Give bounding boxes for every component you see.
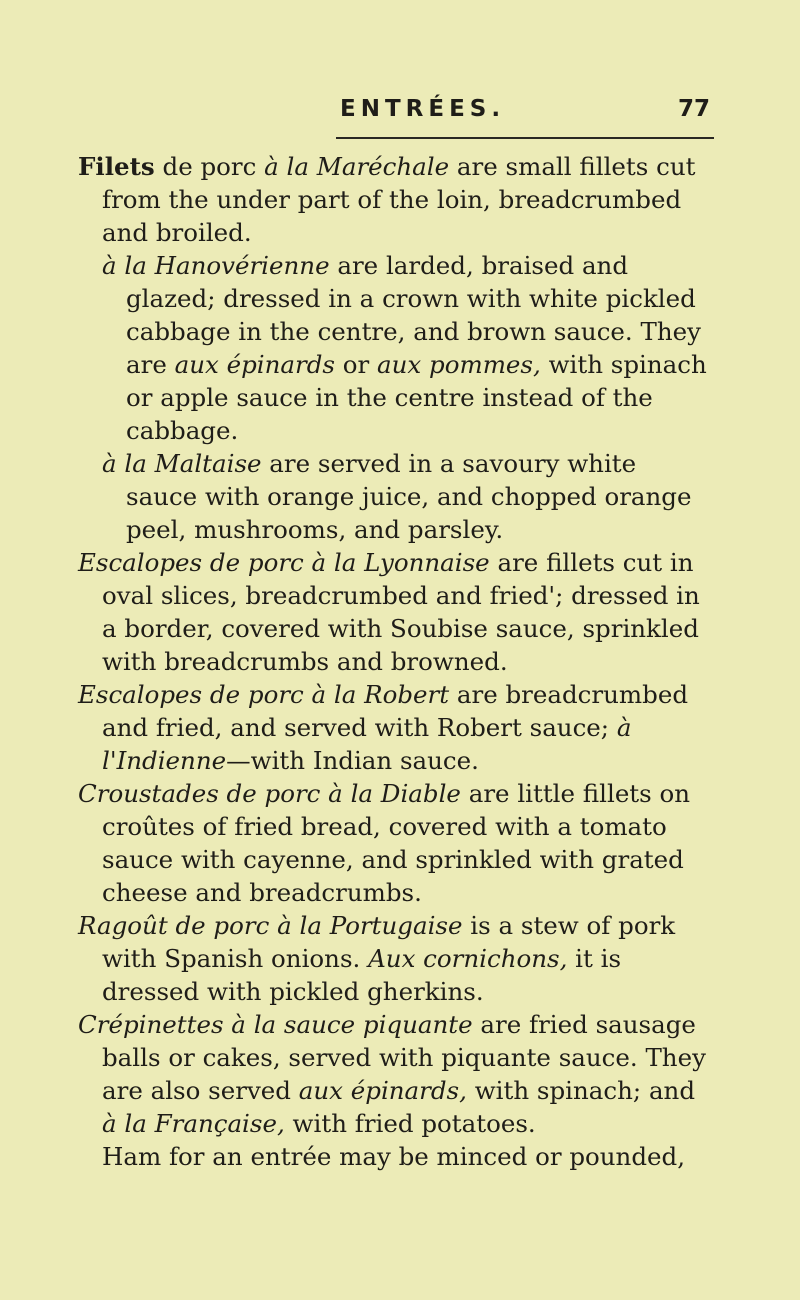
entry-title: Crépinettes à la sauce piquante (78, 1010, 473, 1039)
entry-lead-word: Filets (78, 152, 155, 181)
entry-text: with spinach or apple sauce in the centre instead of the cabbage. (126, 350, 707, 445)
entry-text: are breadcrumbed and fried, and served with Robert sauce; (102, 680, 688, 742)
body-text (78, 150, 712, 1173)
entry-text: are fillets cut in oval slices, breadcrumbed and fried'; dressed in a border, covered with Soubise sauce, sprinkled with breadcrumbs and browned. (102, 548, 700, 676)
entry-variant: à l'Indienne (102, 713, 632, 775)
entry-title: à la Maréchale (264, 152, 450, 181)
entry-crepinettes (78, 1008, 712, 1140)
entry-text: it is dressed with pickled gherkins. (102, 944, 622, 1006)
entry-escalopes-lyonnaise (78, 546, 712, 678)
entry-text: Ham for an entrée may be minced or pounded, (102, 1142, 685, 1171)
entry-title: Escalopes de porc à la Lyonnaise (78, 548, 490, 577)
entry-title: Croustades de porc à la Diable (78, 779, 461, 808)
entry-text: with spinach; and (466, 1076, 696, 1105)
page-number: 77 (677, 96, 710, 122)
entry-variant: aux épinards, (298, 1076, 467, 1105)
entry-title: Ragoût de porc à la Portugaise (78, 911, 463, 940)
entry-text: are served in a savoury white sauce with orange juice, and chopped orange peel, mushrooms, and parsley. (126, 449, 692, 544)
entry-title: à la Hanovérienne (102, 251, 330, 280)
entry-text: are larded, braised and glazed; dressed in a crown with white pickled cabbage in the centre, and brown sauce. They are (126, 251, 701, 379)
entry-text: or (334, 350, 378, 379)
entry-variant: aux épinards (174, 350, 335, 379)
running-title: ENTRÉES. (340, 96, 506, 122)
entry-escalopes-robert (78, 678, 712, 777)
entry-text: are fried sausage balls or cakes, served with piquante sauce. They are also served (102, 1010, 706, 1105)
entry-title: à la Maltaise (102, 449, 262, 478)
entry-croustades-diable (78, 777, 712, 909)
entry-hanoverienne (78, 249, 712, 447)
entry-text: —with Indian sauce. (226, 746, 479, 775)
entry-ragout-portugaise (78, 909, 712, 1008)
entry-text: with fried potatoes. (284, 1109, 536, 1138)
entry-text: are little fillets on croûtes of fried bread, covered with a tomato sauce with cayenne, and sprinkled with grated cheese and breadcrumbs. (102, 779, 691, 907)
entry-filets-marechale (78, 150, 712, 249)
entry-variant: aux pommes, (377, 350, 541, 379)
entry-maltaise (78, 447, 712, 546)
entry-ham (78, 1140, 712, 1173)
entry-lead-rest: de porc (154, 152, 265, 181)
entry-variant: à la Française, (102, 1109, 285, 1138)
entry-text: is a stew of pork with Spanish onions. (102, 911, 676, 973)
header-rule (336, 137, 714, 139)
entry-text: are small fillets cut from the under part of the loin, breadcrumbed and broiled. (102, 152, 696, 247)
entry-variant: Aux cornichons, (368, 944, 568, 973)
page-header (340, 96, 710, 136)
entry-title: Escalopes de porc à la Robert (78, 680, 450, 709)
